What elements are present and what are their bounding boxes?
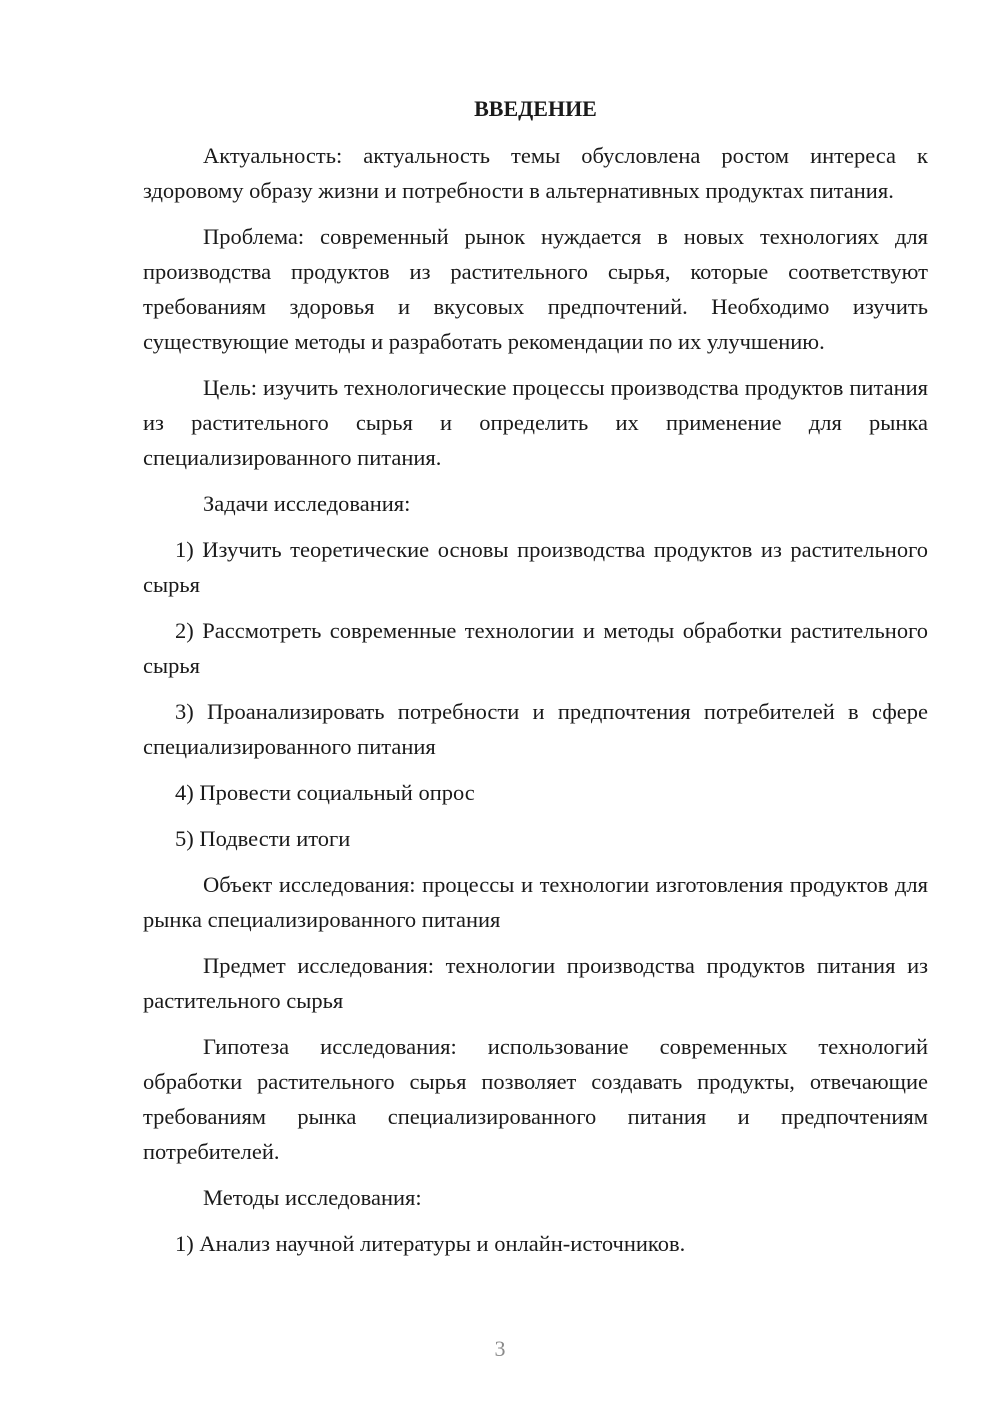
- task-item: 2) Рассмотреть современные технологии и методы обработки растительного сырья: [143, 618, 928, 678]
- relevance-paragraph: Актуальность: актуальность темы обусловлена ростом интереса к здоровому образу жизни и потребности в альтернативных продуктах питания.: [143, 143, 928, 203]
- page-number: 3: [494, 1336, 506, 1361]
- methods-heading: Методы исследования:: [203, 1185, 422, 1210]
- problem-paragraph: Проблема: современный рынок нуждается в новых технологиях для производства продуктов из растительного сырья, которые соответствуют требованиям здоровья и вкусовых предпочтений. Необходимо изучить существующие методы и разработать рекомендации по их улучшению.: [143, 224, 928, 354]
- task-item: 1) Изучить теоретические основы производства продуктов из растительного сырья: [143, 537, 928, 597]
- section-title: ВВЕДЕНИЕ: [474, 96, 597, 121]
- tasks-heading: Задачи исследования:: [203, 491, 411, 516]
- document-page: [143, 94, 928, 1272]
- goal-paragraph: Цель: изучить технологические процессы производства продуктов питания из растительного сырья и определить их применение для рынка специализированного питания.: [143, 375, 928, 470]
- task-item: 5) Подвести итоги: [175, 826, 351, 851]
- subject-paragraph: Предмет исследования: технологии производства продуктов питания из растительного сырья: [143, 953, 928, 1013]
- task-item: 4) Провести социальный опрос: [175, 780, 475, 805]
- hypothesis-paragraph: Гипотеза исследования: использование современных технологий обработки растительного сырья позволяет создавать продукты, отвечающие требованиям рынка специализированного питания и предпочтениям потребителей.: [143, 1034, 928, 1164]
- task-item: 3) Проанализировать потребности и предпочтения потребителей в сфере специализированного питания: [143, 699, 928, 759]
- object-paragraph: Объект исследования: процессы и технологии изготовления продуктов для рынка специализированного питания: [143, 872, 928, 932]
- method-item: 1) Анализ научной литературы и онлайн-источников.: [175, 1231, 686, 1256]
